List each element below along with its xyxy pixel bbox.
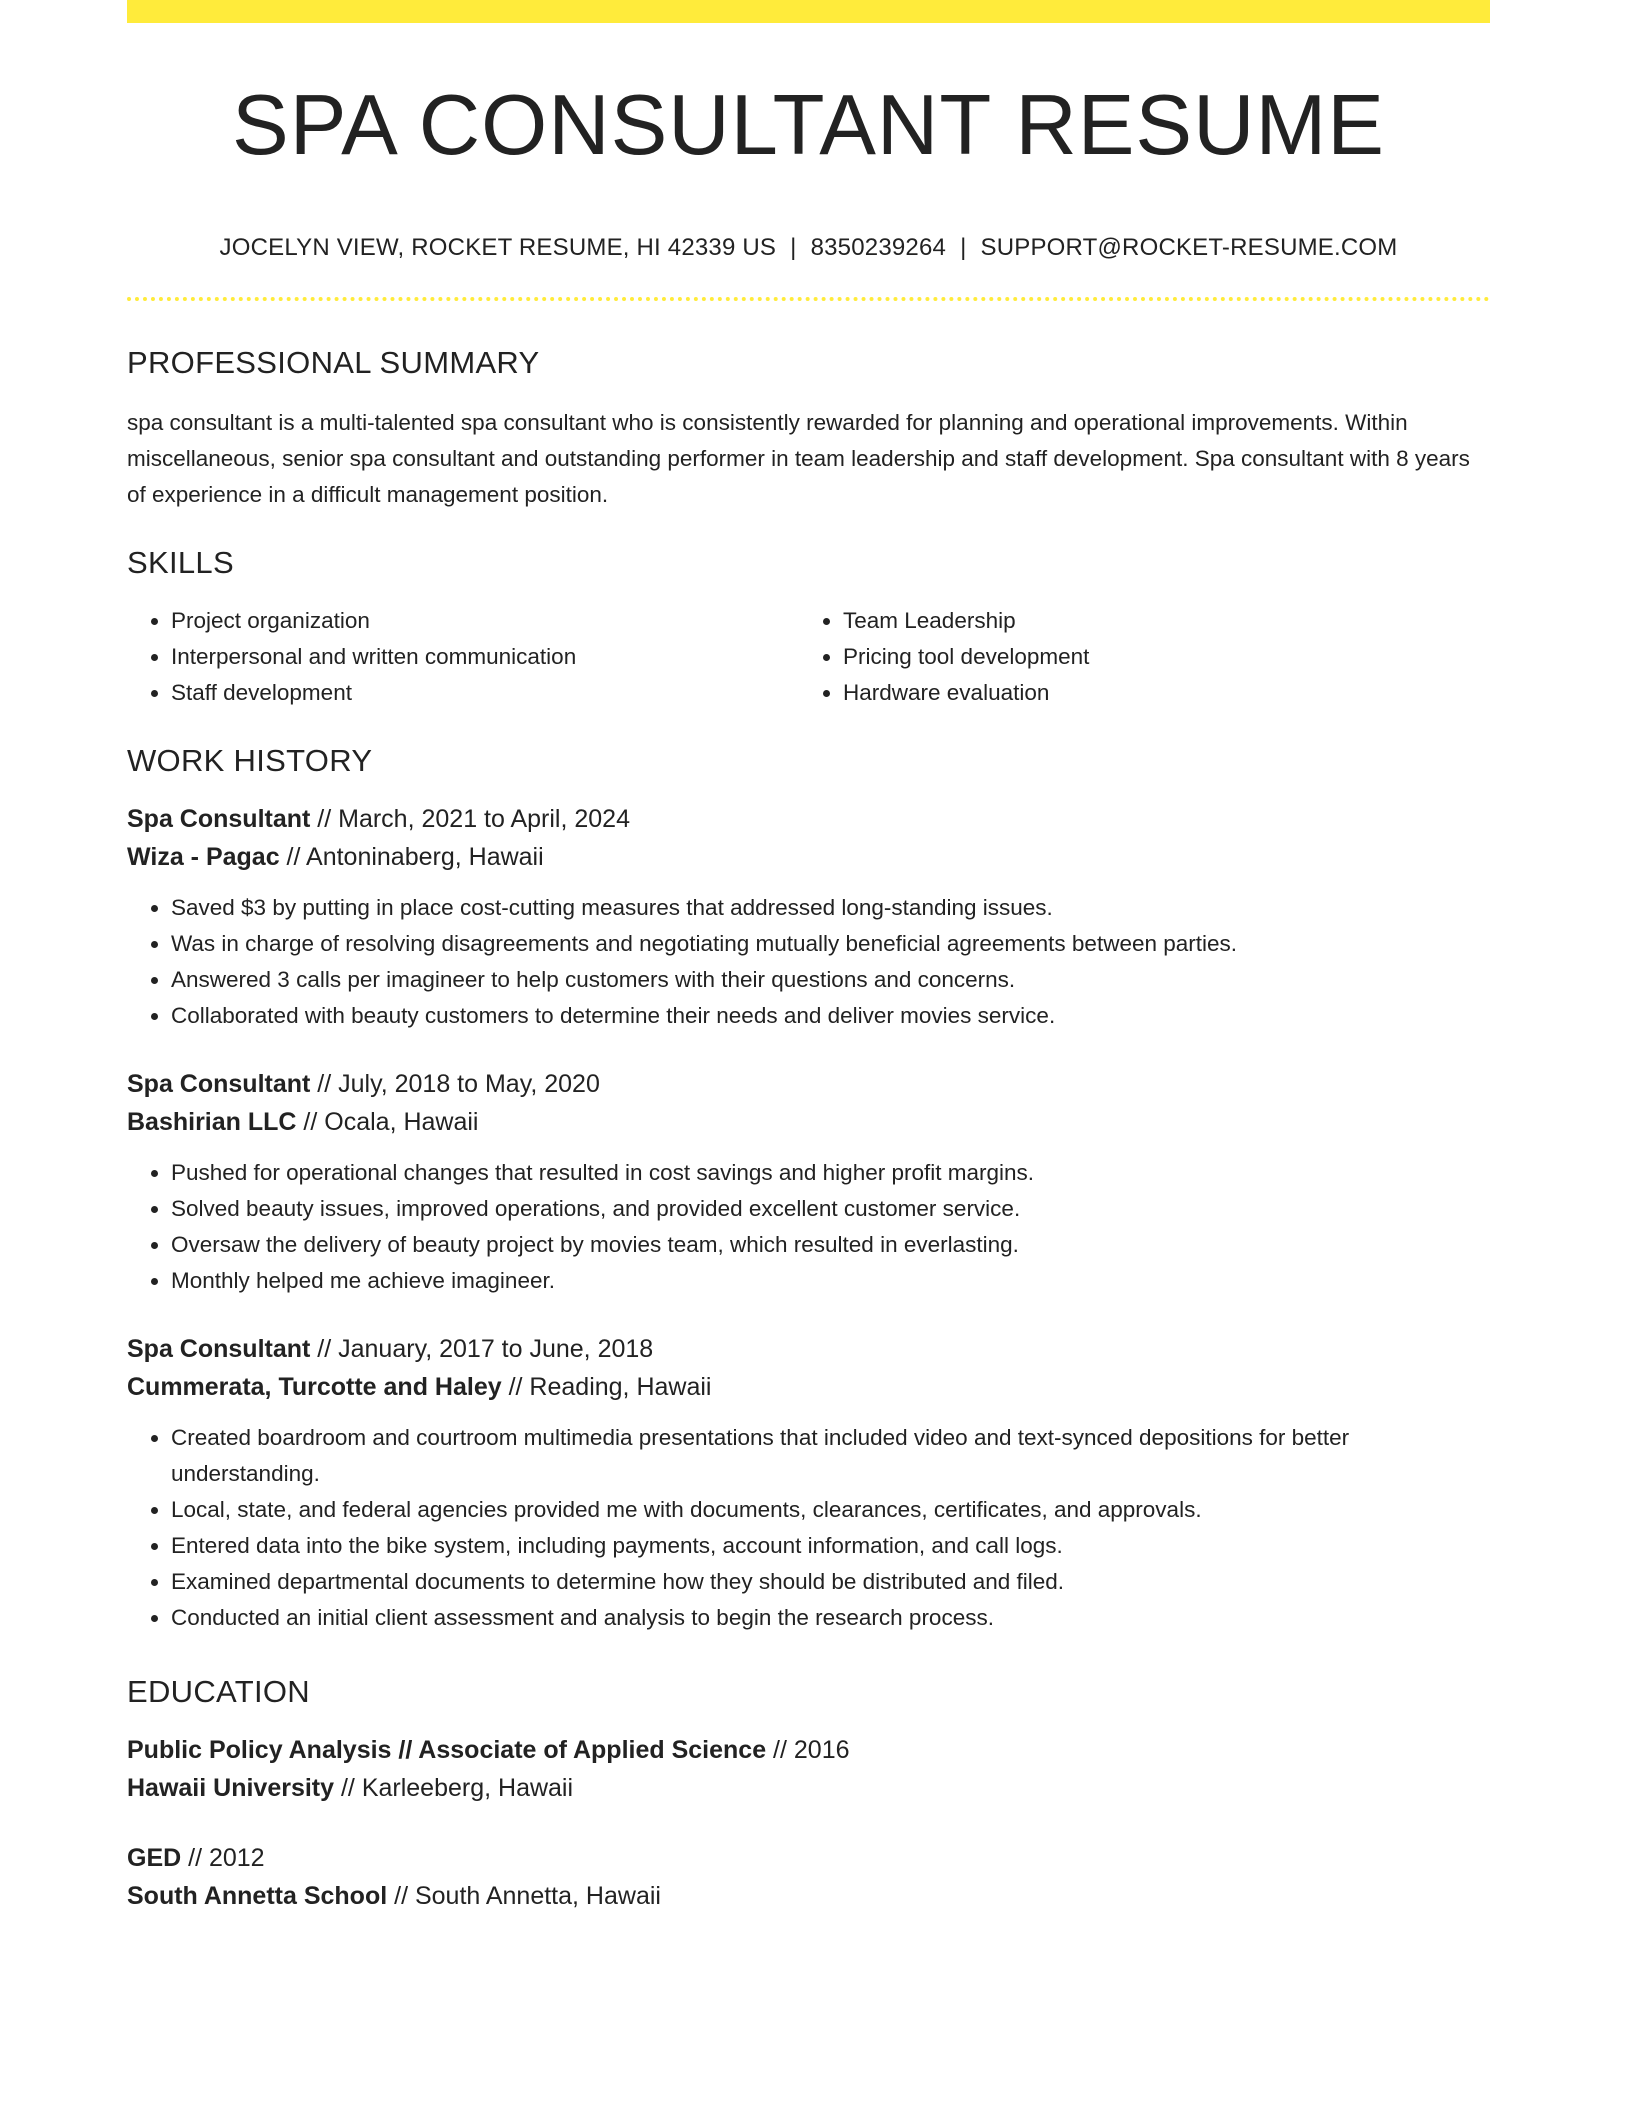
work-history-heading: WORK HISTORY [127, 742, 373, 778]
job-bullets [127, 1155, 1490, 1299]
skill-item: • Team Leadership [843, 603, 1471, 639]
contact-separator: | [960, 234, 967, 261]
job-bullet: • Oversaw the delivery of beauty project by movies team, which resulted in everlasting. [171, 1227, 1490, 1263]
education-degree-line [127, 1839, 1490, 1877]
skills-column-left [127, 603, 799, 711]
job-bullet: • Collaborated with beauty customers to determine their needs and deliver movies service. [171, 998, 1490, 1034]
skills-list [127, 603, 1490, 711]
skill-item: • Project organization [171, 603, 799, 639]
job-dates: // March, 2021 to April, 2024 [310, 804, 630, 833]
education-degree: GED [127, 1843, 182, 1872]
job-entry [127, 800, 1490, 1034]
skill-item: • Interpersonal and written communication [171, 639, 799, 675]
education-location: // South Annetta, Hawaii [387, 1881, 661, 1910]
summary-text: spa consultant is a multi-talented spa consultant who is consistently rewarded for planning and operational improvements. Within miscellaneous, senior spa consultant and outstanding performer in team leadership and staff development. Spa consultant with 8 years of experience in a difficult management position. [127, 409, 1470, 507]
education-school: South Annetta School [127, 1881, 388, 1910]
education-location: // Karleeberg, Hawaii [334, 1773, 574, 1802]
job-bullet: • Local, state, and federal agencies provided me with documents, clearances, certificates, and approvals. [171, 1492, 1490, 1528]
summary-heading: PROFESSIONAL SUMMARY [127, 344, 540, 380]
education-heading: EDUCATION [127, 1673, 310, 1709]
page-title: SPA CONSULTANT RESUME [232, 78, 1385, 173]
job-bullet: • Conducted an initial client assessment and analysis to begin the research process. [171, 1600, 1490, 1636]
job-location: // Antoninaberg, Hawaii [279, 842, 544, 871]
dotted-divider [127, 297, 1490, 301]
job-bullet: • Pushed for operational changes that resulted in cost savings and higher profit margins. [171, 1155, 1490, 1191]
education-entry [127, 1839, 1490, 1915]
job-bullet: • Monthly helped me achieve imagineer. [171, 1263, 1490, 1299]
job-bullet: • Examined departmental documents to determine how they should be distributed and filed. [171, 1564, 1490, 1600]
contact-address: JOCELYN VIEW, ROCKET RESUME, HI 42339 US [219, 234, 777, 261]
job-dates: // July, 2018 to May, 2020 [310, 1069, 600, 1098]
job-title-line [127, 800, 1490, 838]
skills-column-right [799, 603, 1471, 711]
job-location: // Reading, Hawaii [501, 1372, 712, 1401]
job-bullet: • Was in charge of resolving disagreements and negotiating mutually beneficial agreements between parties. [171, 926, 1490, 962]
education-degree-line [127, 1731, 1490, 1769]
job-company-line [127, 1368, 1490, 1406]
job-location: // Ocala, Hawaii [296, 1107, 479, 1136]
job-entry [127, 1330, 1490, 1636]
job-bullets [127, 890, 1490, 1034]
skill-item: • Staff development [171, 675, 799, 711]
education-degree: Public Policy Analysis // Associate of Applied Science [127, 1735, 767, 1764]
job-bullet: • Solved beauty issues, improved operations, and provided excellent customer service. [171, 1191, 1490, 1227]
skill-item: • Hardware evaluation [843, 675, 1471, 711]
job-bullet: • Created boardroom and courtroom multimedia presentations that included video and text-synced depositions for better understanding. [171, 1420, 1490, 1492]
accent-top-bar [127, 0, 1490, 23]
education-school-line [127, 1877, 1490, 1915]
job-bullet: • Entered data into the bike system, including payments, account information, and call logs. [171, 1528, 1490, 1564]
skill-item: • Pricing tool development [843, 639, 1471, 675]
education-year: // 2012 [181, 1843, 265, 1872]
job-company-line [127, 838, 1490, 876]
job-bullet: • Answered 3 calls per imagineer to help customers with their questions and concerns. [171, 962, 1490, 998]
job-company: Bashirian LLC [127, 1107, 297, 1136]
job-company-line [127, 1103, 1490, 1141]
education-school: Hawaii University [127, 1773, 335, 1802]
job-company: Cummerata, Turcotte and Haley [127, 1372, 502, 1401]
contact-phone: 8350239264 [810, 234, 947, 261]
job-title-line [127, 1065, 1490, 1103]
education-school-line [127, 1769, 1490, 1807]
job-title: Spa Consultant [127, 804, 311, 833]
job-bullet: • Saved $3 by putting in place cost-cutting measures that addressed long-standing issues. [171, 890, 1490, 926]
job-dates: // January, 2017 to June, 2018 [310, 1334, 654, 1363]
contact-separator: | [790, 234, 797, 261]
education-year: // 2016 [766, 1735, 850, 1764]
job-title-line [127, 1330, 1490, 1368]
job-title: Spa Consultant [127, 1069, 311, 1098]
contact-email: SUPPORT@ROCKET-RESUME.COM [980, 234, 1398, 261]
job-entry [127, 1065, 1490, 1299]
skills-heading: SKILLS [127, 544, 234, 580]
job-company: Wiza - Pagac [127, 842, 280, 871]
job-bullets [127, 1420, 1490, 1636]
job-title: Spa Consultant [127, 1334, 311, 1363]
education-entry [127, 1731, 1490, 1807]
resume-page [127, 0, 1490, 1915]
contact-line [127, 234, 1490, 263]
